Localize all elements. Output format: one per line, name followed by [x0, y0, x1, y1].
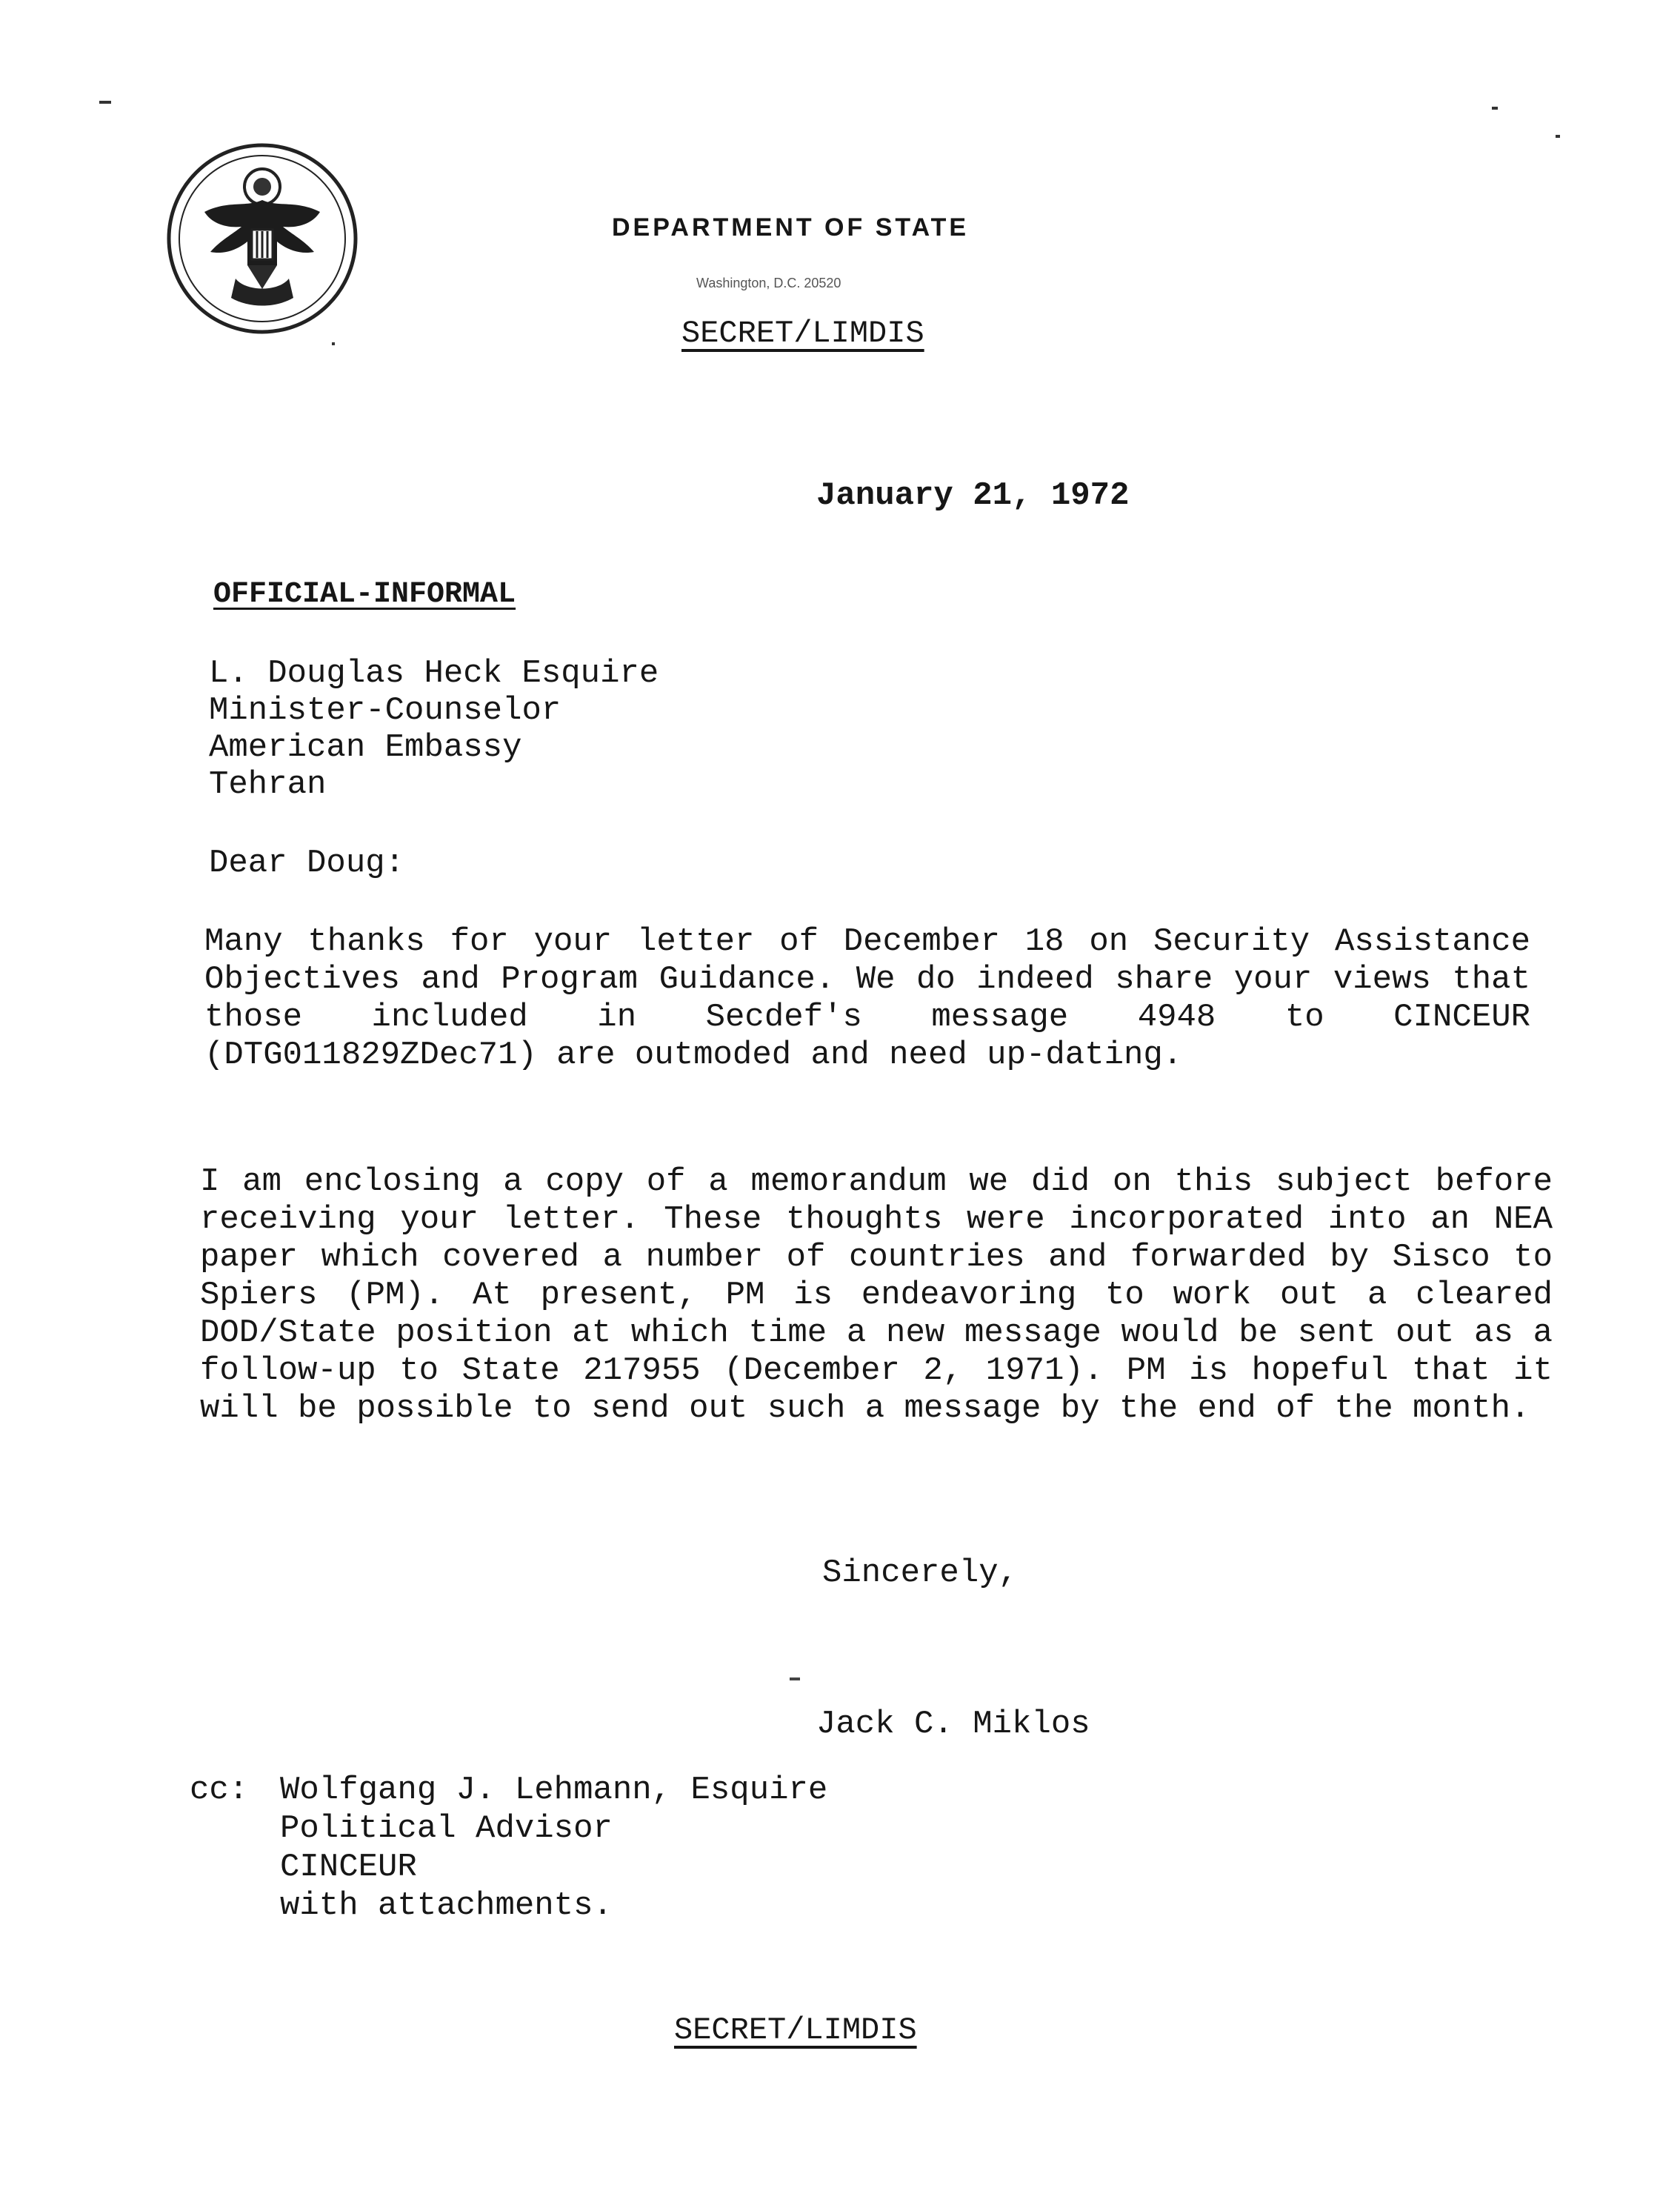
recipient-office: American Embassy	[209, 729, 522, 766]
classification-bottom: SECRET/LIMDIS	[674, 2012, 917, 2048]
cc-title: Political Advisor	[280, 1810, 613, 1847]
scan-speck	[332, 342, 335, 345]
closing: Sincerely,	[822, 1554, 1019, 1592]
cc-name: Wolfgang J. Lehmann, Esquire	[280, 1772, 828, 1809]
cc-note: with attachments.	[280, 1887, 613, 1924]
handling-marker: OFFICIAL-INFORMAL	[213, 578, 516, 611]
signer-name: Jack C. Miklos	[816, 1706, 1090, 1743]
signature-mark	[790, 1677, 800, 1680]
cc-office: CINCEUR	[280, 1849, 417, 1886]
classification-top: SECRET/LIMDIS	[681, 316, 924, 351]
scan-speck	[1492, 107, 1498, 110]
cc-label: cc:	[190, 1772, 249, 1809]
recipient-city: Tehran	[209, 766, 327, 803]
cc-recipient	[280, 1771, 827, 1925]
letterhead-agency: DEPARTMENT OF STATE	[612, 213, 970, 242]
recipient-address-block	[209, 655, 659, 803]
body-paragraph-1: Many thanks for your letter of December 18 on Security Assistance Objectives and Program Guidance. We do indeed share your views that those included in Secdef's message 4948 to CINCEUR (DTG011829ZDec71) are outmoded and need up-dating.	[204, 923, 1530, 1074]
scan-speck	[1556, 135, 1560, 138]
scan-speck	[99, 101, 111, 104]
recipient-name: L. Douglas Heck Esquire	[209, 655, 659, 692]
recipient-title: Minister-Counselor	[209, 692, 561, 729]
salutation: Dear Doug:	[209, 845, 405, 882]
letterhead-address: Washington, D.C. 20520	[696, 276, 841, 290]
letter-date: January 21, 1972	[816, 477, 1130, 514]
body-paragraph-2: I am enclosing a copy of a memorandum we did on this subject before receiving your letter. These thoughts were incorporated into an NEA paper which covered a number of countries and forwarded by Sisco to Spiers (PM). At present, PM is endeavoring to work out a cleared DOD/State position at which time a new message would be sent out as a follow-up to State 217955 (December 2, 1971). PM is hopeful that it will be possible to send out such a message by the end of the month.	[200, 1163, 1553, 1427]
state-department-seal-icon	[164, 141, 360, 336]
